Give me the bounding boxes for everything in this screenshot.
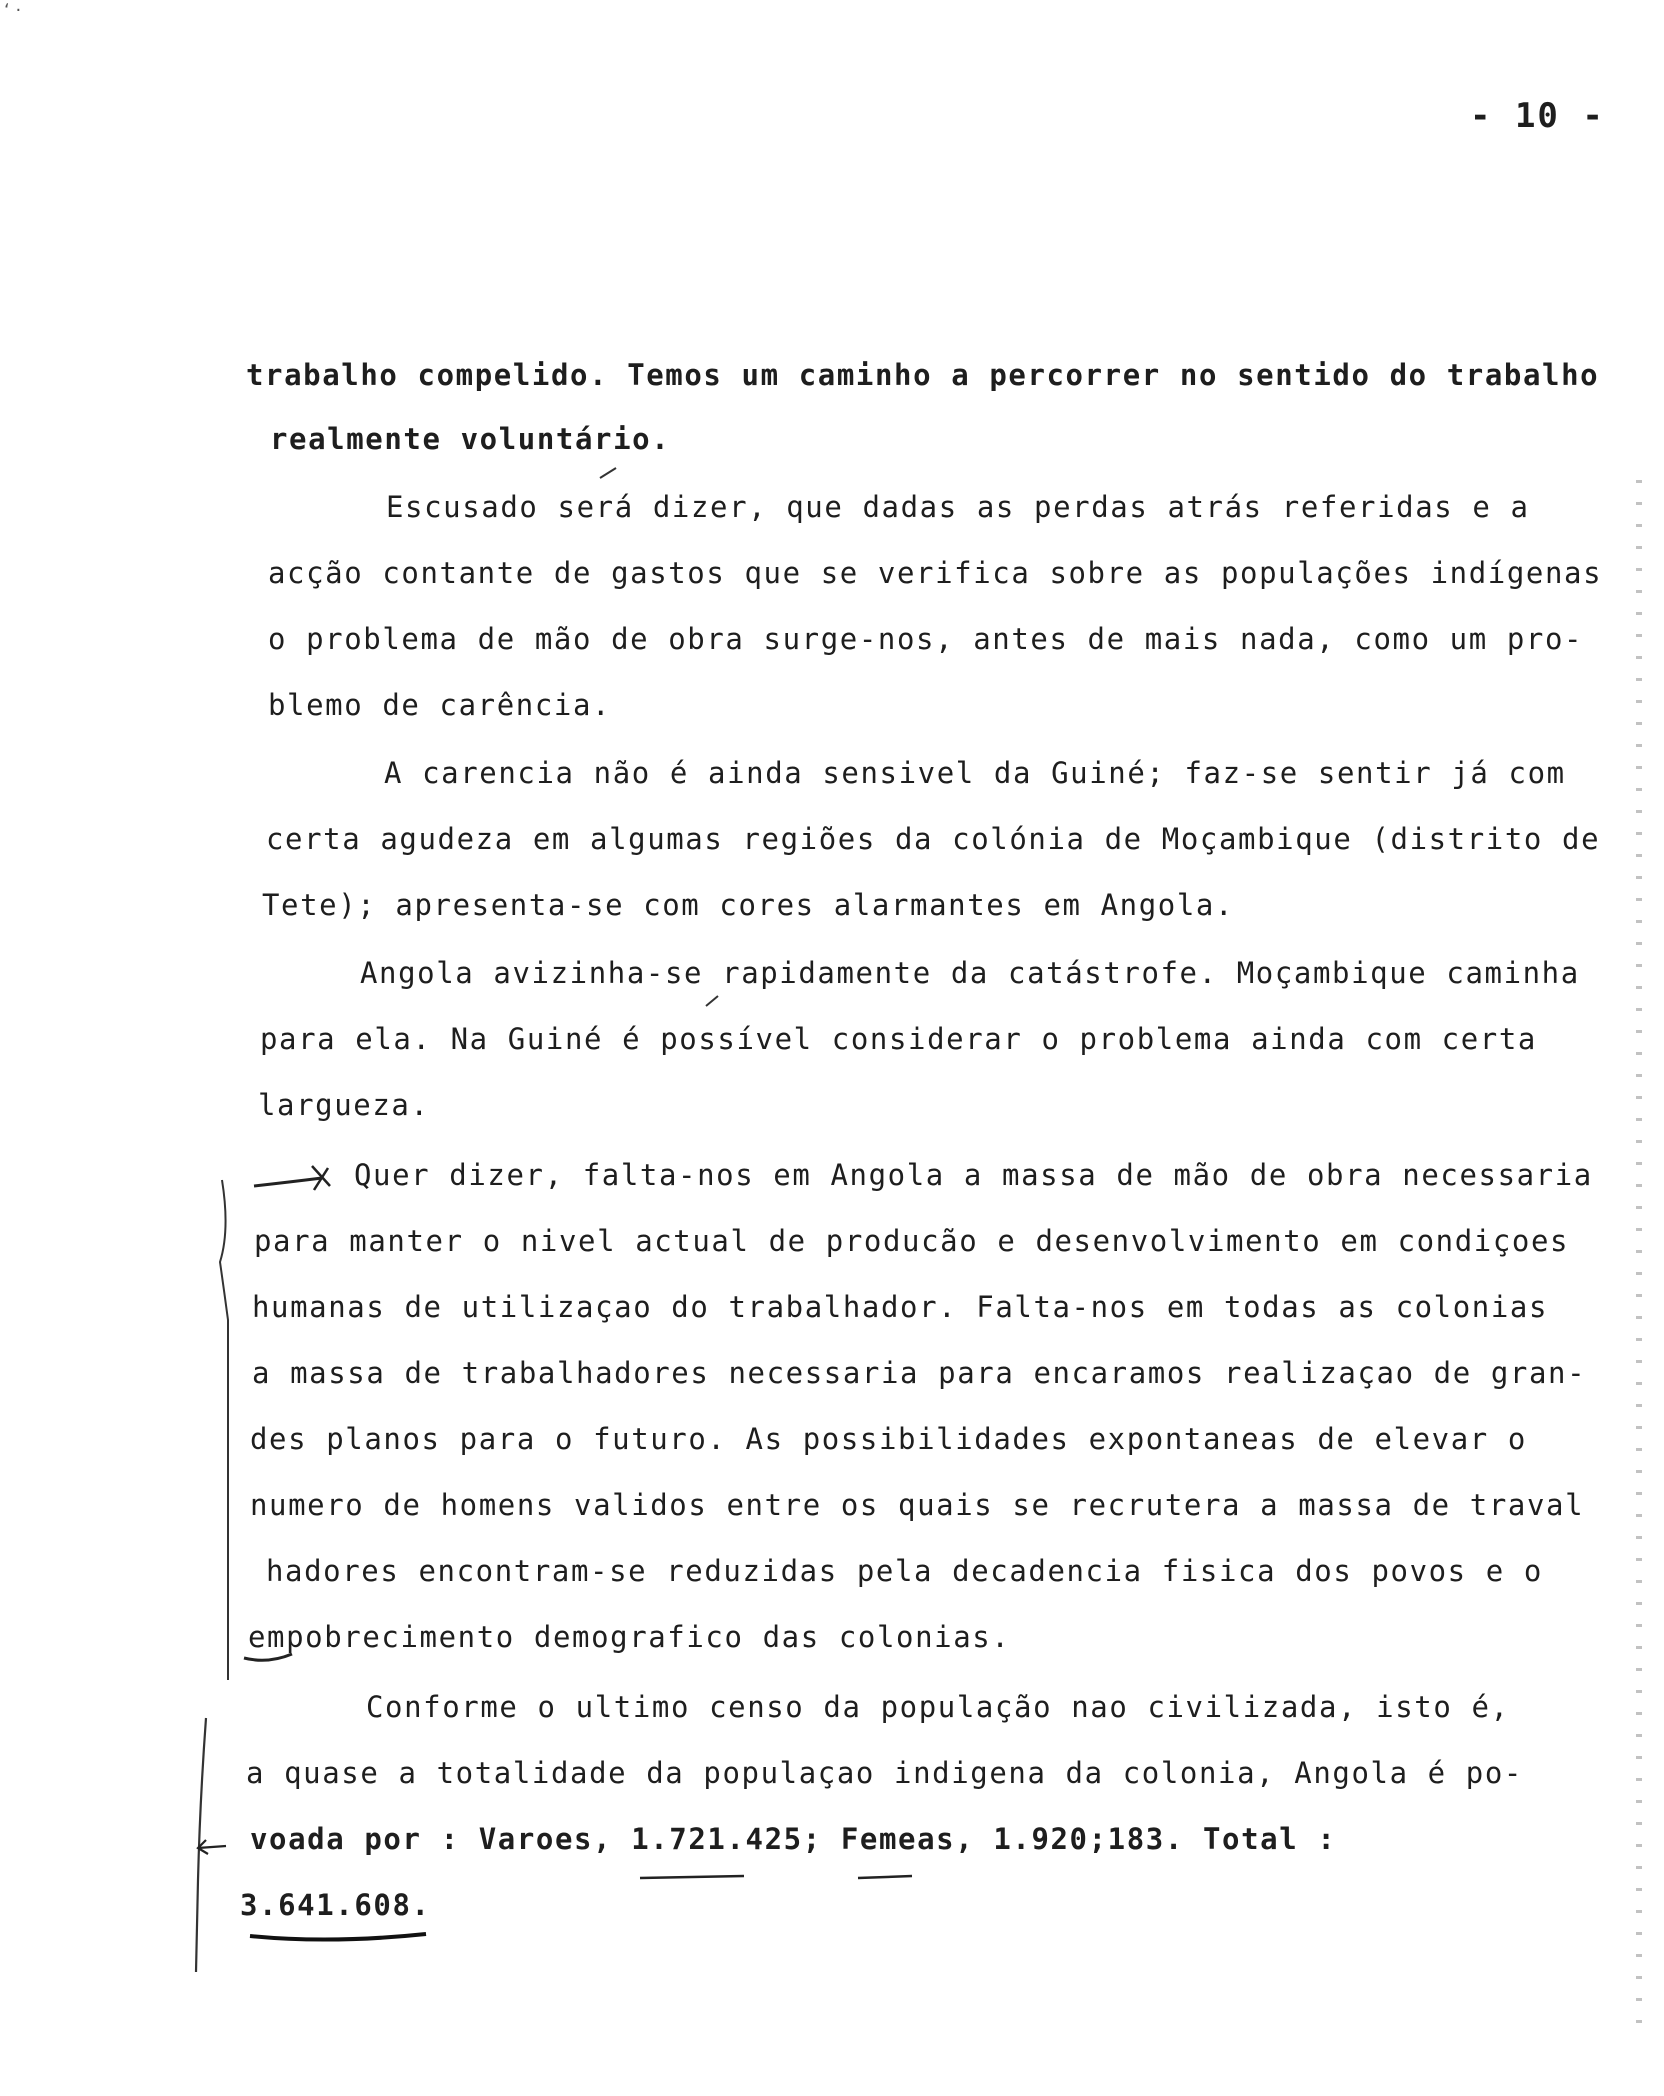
underline-mark (244, 1654, 292, 1660)
text-line: Angola avizinha-se rapidamente da catástrofe. Moçambique caminha (360, 956, 1580, 990)
text-line: A carencia não é ainda sensivel da Guiné; faz-se sentir já com (384, 756, 1566, 790)
text-line: 3.641.608. (240, 1888, 431, 1922)
text-line: empobrecimento demografico das colonias. (248, 1620, 1011, 1654)
text-line: a quase a totalidade da populaçao indigena da colonia, Angola é po- (246, 1756, 1523, 1790)
text-line: trabalho compelido. Temos um caminho a percorrer no sentido do trabalho (246, 358, 1600, 392)
page-number: - 10 - (1470, 96, 1605, 136)
text-line: para ela. Na Guiné é possível considerar o problema ainda com certa (260, 1022, 1537, 1056)
scan-edge-marks (1636, 480, 1642, 2040)
text-line: certa agudeza em algumas regiões da colónia de Moçambique (distrito de (266, 822, 1601, 856)
text-line: para manter o nivel actual de producão e desenvolvimento em condiçoes (254, 1224, 1570, 1258)
underline-mark (640, 1876, 744, 1878)
underline-mark (858, 1876, 912, 1878)
text-line: Tete); apresenta-se com cores alarmantes em Angola. (262, 888, 1235, 922)
text-line: largueza. (258, 1088, 430, 1122)
text-line: numero de homens validos entre os quais se recrutera a massa de traval (250, 1488, 1585, 1522)
accent-mark (706, 996, 718, 1006)
text-line: realmente voluntário. (270, 422, 671, 456)
margin-bracket-icon (196, 1718, 206, 1972)
text-line: Quer dizer, falta-nos em Angola a massa de mão de obra necessaria (354, 1158, 1593, 1192)
margin-arrow-icon (254, 1166, 330, 1190)
text-line: acção contante de gastos que se verifica sobre as populações indígenas (268, 556, 1603, 590)
text-line: des planos para o futuro. As possibilidades expontaneas de elevar o (250, 1422, 1527, 1456)
text-line: humanas de utilizaçao do trabalhador. Falta-nos em todas as colonias (252, 1290, 1549, 1324)
text-line: blemo de carência. (268, 688, 612, 722)
text-line: a massa de trabalhadores necessaria para encaramos realizaçao de gran- (252, 1356, 1587, 1390)
text-line: voada por : Varoes, 1.721.425; Femeas, 1.920;183. Total : (250, 1822, 1337, 1856)
margin-arrow-icon (198, 1840, 226, 1854)
corner-mark-icon: ʻ · (4, 0, 22, 21)
text-line: o problema de mão de obra surge-nos, antes de mais nada, como um pro- (268, 622, 1584, 656)
text-line: Escusado será dizer, que dadas as perdas atrás referidas e a (386, 490, 1530, 524)
accent-mark (600, 468, 616, 478)
text-line: Conforme o ultimo censo da população nao civilizada, isto é, (366, 1690, 1510, 1724)
text-line: hadores encontram-se reduzidas pela decadencia fisica dos povos e o (266, 1554, 1543, 1588)
underline-mark (250, 1934, 426, 1940)
margin-bracket-icon (220, 1180, 228, 1680)
